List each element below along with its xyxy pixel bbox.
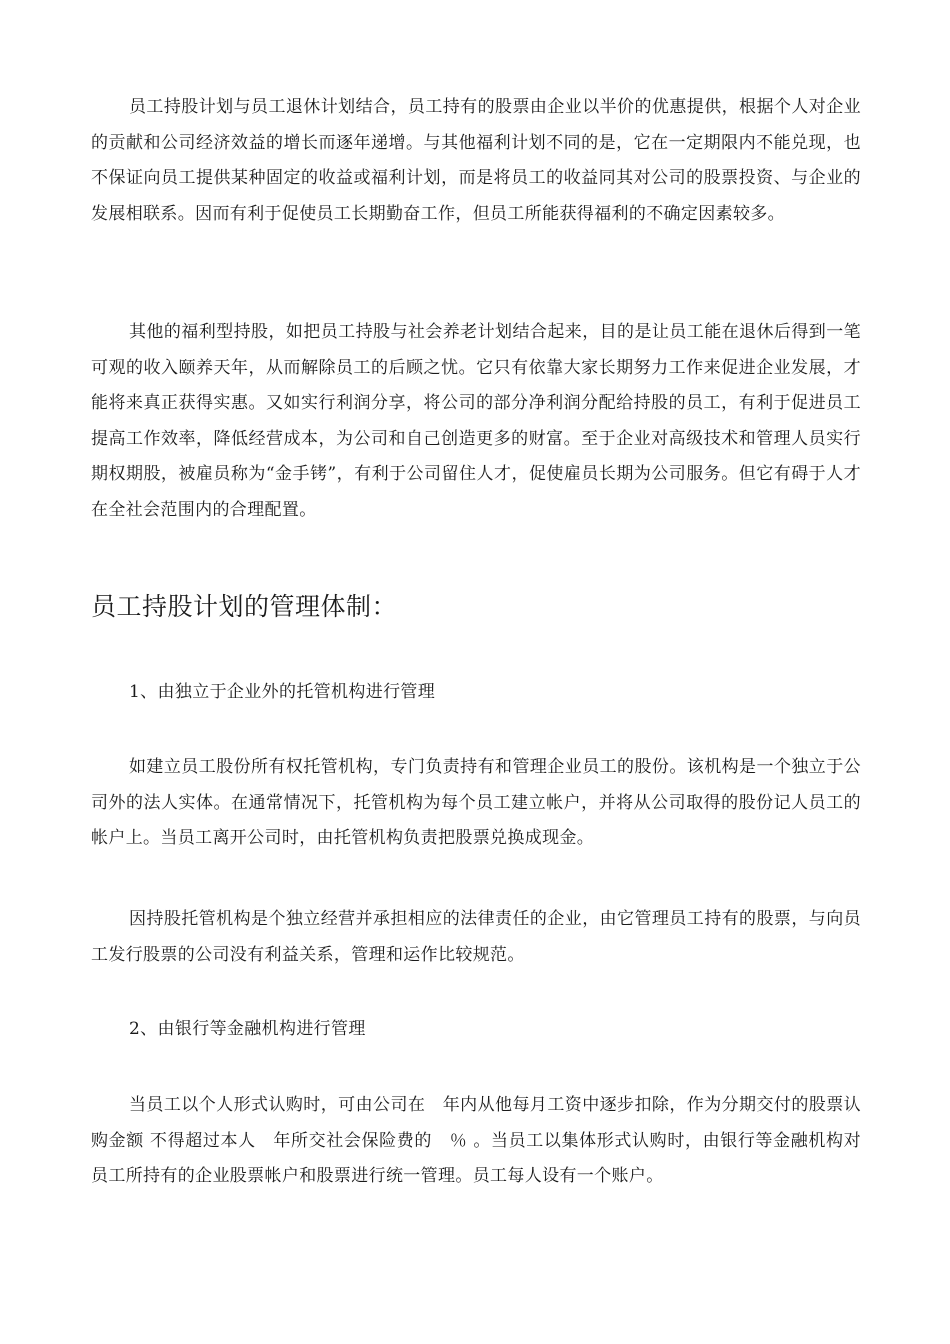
section-heading: 员工持股计划的管理体制：	[91, 592, 398, 621]
paragraph-welfare-shareholding: 其他的福利型持股，如把员工持股与社会养老计划结合起来，目的是让员工能在退休后得到一笔可观的收入颐养天年，从而解除员工的后顾之忧。它只有依靠大家长期努力工作来促进企业发展，才能将来真正获得实惠。又如实行利润分享，将公司的部分净利润分配给持股的员工，有利于促进员工提高工作效率，降低经营成本，为公司和自己创造更多的财富。至于企业对高级技术和管理人员实行期权期股，被雇员称为“金手铐”，有利于公司留住人才，促使雇员长期为公司服务。但它有碍于人才在全社会范围内的合理配置。	[91, 322, 861, 520]
paragraph-custodian-benefit: 因持股托管机构是个独立经营并承担相应的法律责任的企业，由它管理员工持有的股票，与向员工发行股票的公司没有利益关系，管理和运作比较规范。	[91, 909, 861, 965]
paragraph-retirement-plan: 员工持股计划与员工退休计划结合，员工持有的股票由企业以半价的优惠提供，根据个人对企业的贡献和公司经济效益的增长而逐年递增。与其他福利计划不同的是，它在一定期限内不能兑现，也不保证向员工提供某种固定的收益或福利计划，而是将员工的收益同其对公司的股票投资、与企业的发展相联系。因而有利于促使员工长期勤奋工作，但员工所能获得福利的不确定因素较多。	[91, 97, 861, 224]
paragraph-custodian-detail: 如建立员工股份所有权托管机构，专门负责持有和管理企业员工的股份。该机构是一个独立于公司外的法人实体。在通常情况下，托管机构为每个员工建立帐户，并将从公司取得的股份记人员工的帐户上。当员工离开公司时，由托管机构负责把股票兑换成现金。	[91, 757, 861, 848]
paragraph-bank-detail: 当员工以个人形式认购时，可由公司在 年内从他每月工资中逐步扣除，作为分期交付的股票认购金额 不得超过本人 年所交社会保险费的 ％ 。当员工以集体形式认购时，由银行等金融机构对员工所持有的企业股票帐户和股票进行统一管理。员工每人设有一个账户。	[91, 1095, 861, 1186]
subheading-custodian: 1、由独立于企业外的托管机构进行管理	[129, 682, 436, 702]
subheading-bank: 2、由银行等金融机构进行管理	[129, 1019, 366, 1039]
